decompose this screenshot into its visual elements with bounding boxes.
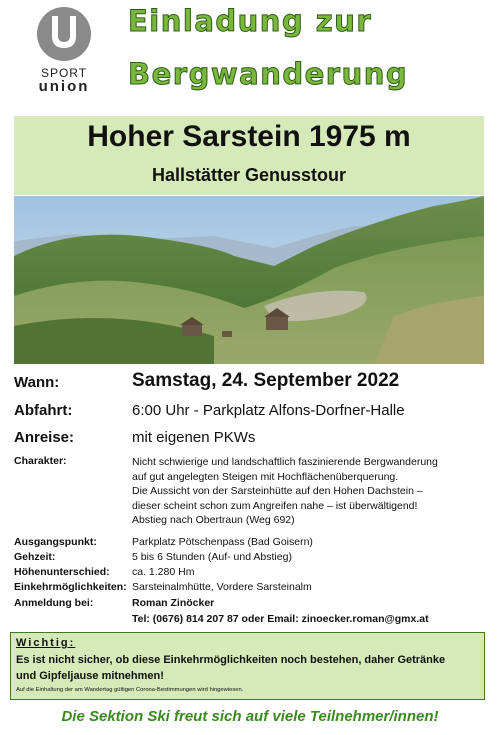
ausgangspunkt-label: Ausgangspunkt: (14, 536, 97, 548)
headline-hike: Bergwanderung (128, 57, 409, 91)
abfahrt-value: 6:00 Uhr - Parkplatz Alfons-Dorfner-Halle (132, 402, 405, 419)
page-subtitle: Hallstätter Genusstour (151, 165, 347, 185)
anmeldung-name: Roman Zinöcker (132, 597, 215, 609)
hoehenunterschied-label: Höhenunterschied: (14, 566, 110, 578)
wann-value: Samstag, 24. September 2022 (132, 370, 400, 391)
gehzeit-label: Gehzeit: (14, 551, 56, 563)
important-notice-box (10, 632, 485, 700)
important-line: Es ist nicht sicher, ob diese Einkehrmöglichkeiten noch bestehen, daher Getränke (16, 654, 446, 666)
charakter-line: Nicht schwierige und landschaftlich faszinierende Bergwanderung (132, 456, 438, 468)
logo-union-text: union (38, 78, 90, 95)
anreise-value: mit eigenen PKWs (132, 429, 256, 446)
charakter-line: Abstieg nach Obertraun (Weg 692) (132, 514, 295, 527)
page-title: Hoher Sarstein 1975 m (87, 120, 411, 153)
charakter-label: Charakter: (14, 455, 67, 467)
hoehenunterschied-value: ca. 1.280 Hm (132, 566, 195, 578)
einkehr-label: Einkehrmöglichkeiten: (14, 581, 127, 593)
important-title: Wichtig: (16, 637, 76, 649)
wann-label: Wann: (14, 374, 60, 391)
abfahrt-label: Abfahrt: (14, 402, 73, 419)
einkehr-value: Sarsteinalmhütte, Vordere Sarsteinalm (132, 581, 312, 593)
corona-note: Auf die Einhaltung der am Wandertag gültigen Corona-Bestimmungen wird hingewiesen. (16, 687, 244, 693)
ausgangspunkt-value: Parkplatz Pötschenpass (Bad Goisern) (132, 536, 313, 548)
anmeldung-label: Anmeldung bei: (14, 597, 94, 609)
charakter-line: auf gut angelegten Steigen mit Hochflächenüberquerung. (132, 470, 399, 483)
headline-invitation: Einladung zur (128, 4, 373, 38)
closing-message: Die Sektion Ski freut sich auf viele Teilnehmer/innen! (61, 708, 439, 725)
title-box (14, 116, 484, 195)
anreise-label: Anreise: (14, 429, 75, 446)
anmeldung-contact: Tel: (0676) 814 207 87 oder Email: zinoecker.roman@gmx.at (132, 613, 429, 625)
charakter-description (132, 455, 472, 528)
logo-sport-text: SPORT (40, 66, 88, 80)
gehzeit-value: 5 bis 6 Stunden (Auf- und Abstieg) (132, 551, 292, 563)
important-line: und Gipfeljause mitnehmen! (16, 670, 164, 682)
mountain-photo (14, 196, 484, 364)
charakter-line: Die Aussicht von der Sarsteinhütte auf den Hohen Dachstein – (132, 485, 423, 498)
charakter-line: dieser scheint schon zum Angreifen nahe – ist überwältigend! (132, 499, 418, 512)
